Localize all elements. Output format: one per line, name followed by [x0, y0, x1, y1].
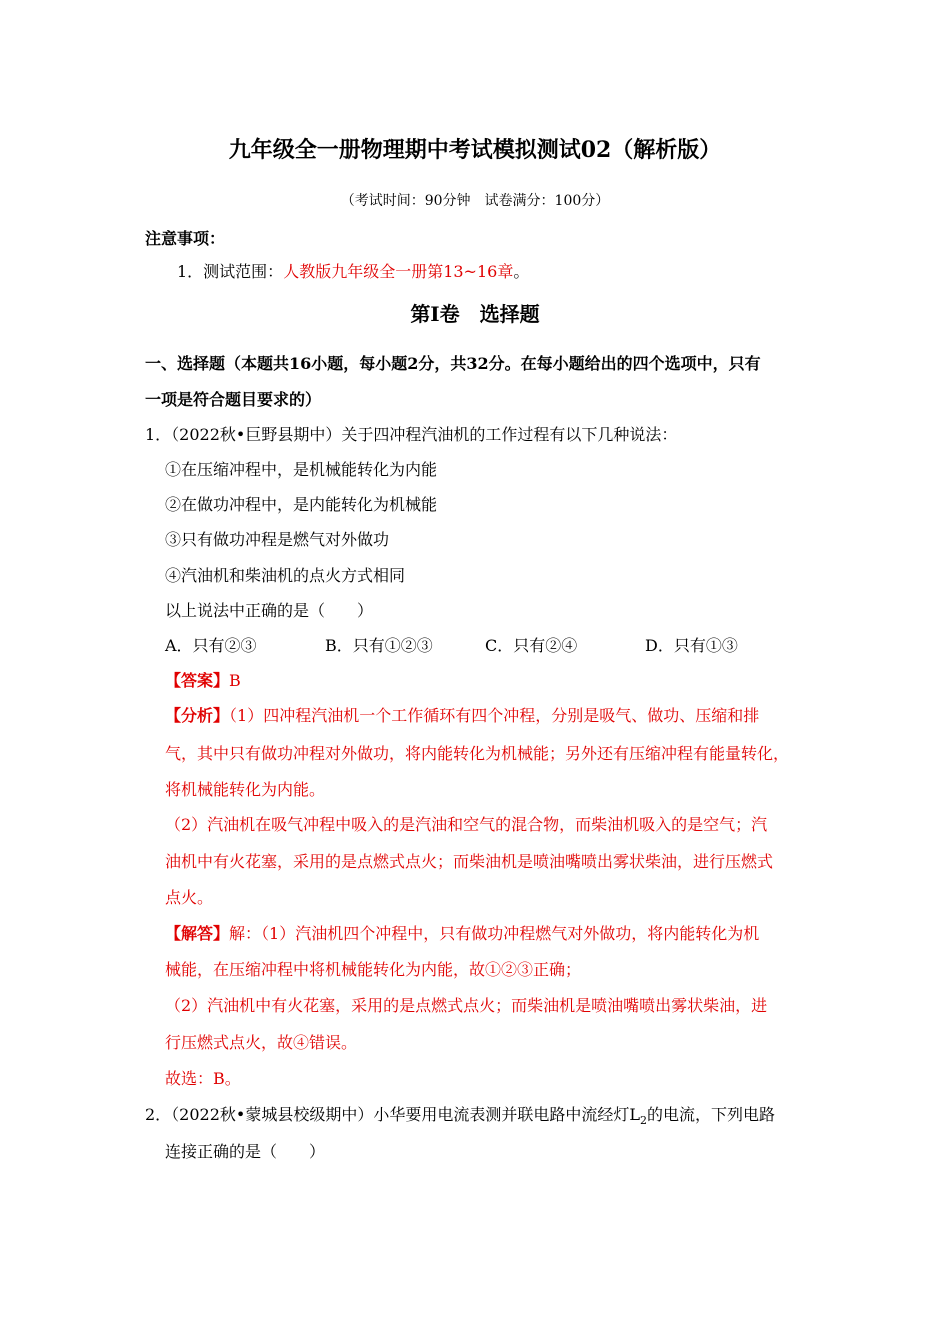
- solution-line-1: [165, 924, 759, 944]
- part-instructions-line1: 一、选择题（本题共16小题，每小题2分，共32分。在每小题给出的四个选项中，只有: [145, 354, 761, 373]
- part-instructions-line2: 一项是符合题目要求的）: [145, 390, 322, 409]
- question-2-stem-b: 的电流，下列电路: [646, 1105, 775, 1124]
- option-a: A．只有②③: [165, 636, 257, 655]
- analysis-text: （1）四冲程汽油机一个工作循环有四个冲程，分别是吸气、做功、压缩和排: [229, 706, 760, 725]
- question-1-statement-1: ①在压缩冲程中，是机械能转化为内能: [165, 460, 438, 479]
- notice-item-1: [177, 262, 529, 282]
- option-c: C．只有②④: [485, 636, 578, 655]
- lamp-letter: L: [629, 1105, 640, 1124]
- question-1-statement-4: ④汽油机和柴油机的点火方式相同: [165, 566, 406, 585]
- solution-label: 【解答】: [165, 924, 230, 943]
- question-1-options: [165, 636, 805, 656]
- lamp-label: [629, 1105, 647, 1128]
- solution-text: 解：（1）汽油机四个冲程中，只有做功冲程燃气对外做功，将内能转化为机: [229, 924, 760, 943]
- lamp-subscript: 2: [639, 1114, 647, 1128]
- answer-label: 【答案】: [165, 671, 230, 690]
- notice-heading: 注意事项：: [145, 229, 226, 248]
- analysis-line-1: [165, 706, 759, 726]
- question-2-stem-line2: 连接正确的是（ ）: [165, 1142, 326, 1161]
- question-1-statement-3: ③只有做功冲程是燃气对外做功: [165, 530, 390, 549]
- exam-info: （考试时间：90分钟 试卷满分：100分）: [340, 193, 610, 209]
- solution-line-2: 械能，在压缩冲程中将机械能转化为内能，故①②③正确；: [165, 960, 582, 979]
- question-1-stem: 1．（2022秋•巨野县期中）关于四冲程汽油机的工作过程有以下几种说法：: [145, 425, 678, 444]
- choice-statement: 故选：B。: [165, 1069, 241, 1088]
- answer-value: B: [229, 671, 241, 690]
- solution-line-4: 行压燃式点火，故④错误。: [165, 1033, 358, 1052]
- solution-line-3: （2）汽油机中有火花塞，采用的是点燃式点火；而柴油机是喷油嘴喷出雾状柴油，进: [165, 996, 768, 1015]
- question-2-stem: [145, 1105, 775, 1131]
- question-1-statement-2: ②在做功冲程中，是内能转化为机械能: [165, 495, 438, 514]
- analysis-line-2: 气，其中只有做功冲程对外做功，将内能转化为机械能；另外还有压缩冲程有能量转化，: [165, 744, 790, 763]
- analysis-label: 【分析】: [165, 706, 230, 725]
- analysis-line-5: 油机中有火花塞，采用的是点燃式点火；而柴油机是喷油嘴喷出雾状柴油，进行压燃式: [165, 852, 774, 871]
- analysis-line-6: 点火。: [165, 888, 214, 907]
- analysis-line-4: （2）汽油机在吸气冲程中吸入的是汽油和空气的混合物，而柴油机吸入的是空气；汽: [165, 815, 768, 834]
- option-b: B．只有①②③: [325, 636, 433, 655]
- answer: [165, 671, 241, 691]
- analysis-line-3: 将机械能转化为内能。: [165, 780, 326, 799]
- option-d: D．只有①③: [645, 636, 738, 655]
- notice-item-prefix: 1．测试范围：: [177, 262, 284, 281]
- section-title: 第Ⅰ卷 选择题: [410, 302, 540, 326]
- notice-item-suffix: 。: [513, 262, 530, 281]
- question-2-stem-a: 2．（2022秋•蒙城县校级期中）小华要用电流表测并联电路中流经灯: [145, 1105, 630, 1124]
- question-1-ask: 以上说法中正确的是（ ）: [165, 601, 374, 620]
- test-scope: 人教版九年级全一册第13~16章: [283, 262, 514, 281]
- document-title: 九年级全一册物理期中考试模拟测试02（解析版）: [228, 137, 722, 163]
